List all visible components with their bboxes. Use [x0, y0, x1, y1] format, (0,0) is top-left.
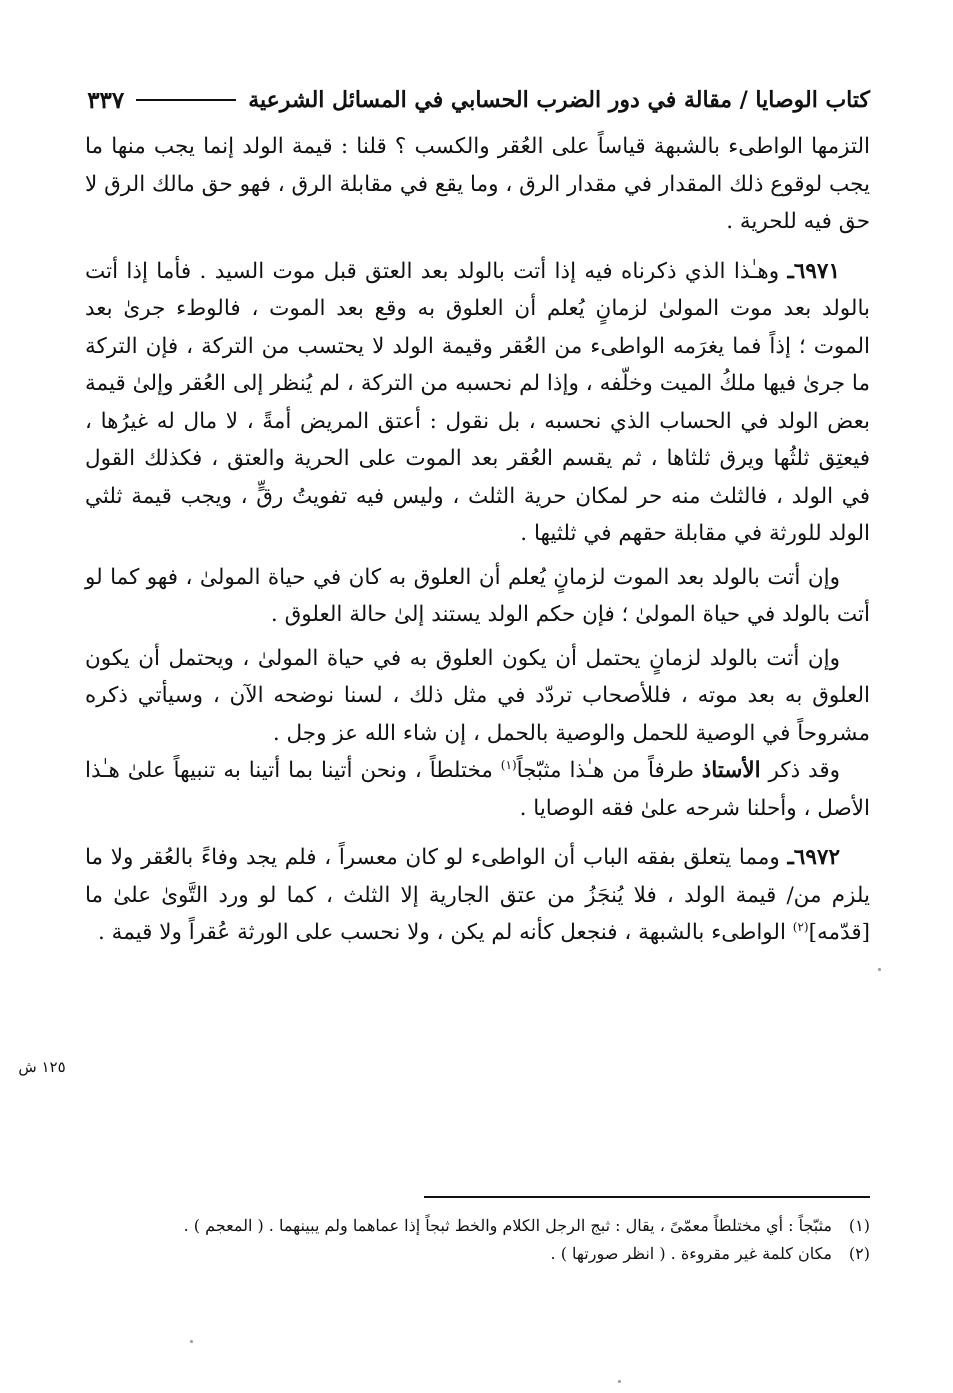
footnote-text: مكان كلمة غير مقروءة . ( انظر صورتها ) . — [550, 1244, 832, 1263]
paragraph-text: التزمها الواطىء بالشبهة قياساً على العُقر والكسب ؟ قلنا : قيمة الولد إنما يجب منها ما يجب لوقوع ذلك المقدار في مقدار الرق ، وما يقع في مقابلة الرق ، فهو حق مالك الرق لا حق فيه للحرية . — [85, 134, 870, 234]
scan-speck — [190, 1340, 193, 1343]
page-number: ٣٣٧ — [87, 86, 125, 114]
paragraph-text: وإن أتت بالولد لزمانٍ يحتمل أن يكون العلوق به في حياة المولىٰ ، ويحتمل أن يكون العلوق به بعد موته ، فللأصحاب تردّد في مثل ذلك ، لسنا نوضحه الآن ، وسيأتي ذكره مشروحاً في الوصية للحمل والوصية بالحمل ، إن شاء الله عز وجل . — [85, 645, 870, 746]
paragraph — [85, 253, 870, 553]
header-rule — [136, 99, 236, 101]
paragraph — [85, 128, 870, 241]
paragraph — [85, 839, 870, 952]
paragraph — [85, 640, 870, 753]
text-run: مختلطاً ، ونحن أتينا بما أتينا به تنبيهاً علىٰ هـٰذا الأصل ، وأحلنا شرحه علىٰ فقه الوصايا . — [85, 758, 870, 821]
footnote — [85, 1212, 870, 1240]
section-number: ٦٩٧٢ـ — [787, 845, 840, 870]
paragraph — [85, 559, 870, 634]
footnote-text: مثبّجاً : أي مختلطاً معمّىً ، يقال : ثبج الرجل الكلام والخط ثبجاً إذا عماهما ولم يبينهما . ( المعجم ) . — [183, 1216, 832, 1235]
text-run: وقد ذكر — [760, 758, 840, 783]
scan-speck — [618, 1380, 621, 1383]
paragraph-text: وإن أتت بالولد بعد الموت لزمانٍ يُعلم أن العلوق به كان في حياة المولىٰ ، فهو كما لو أتت بالولد في حياة المولىٰ ؛ فإن حكم الولد يستند إلىٰ حالة العلوق . — [85, 564, 870, 627]
paragraph-text: وهـٰذا الذي ذكرناه فيه إذا أتت بالولد بعد العتق قبل موت السيد . فأما إذا أتت بالولد بعد موت المولىٰ لزمانٍ يُعلم أن العلوق به وقع بعد الموت ، فالوطء جرىٰ بعد الموت ؛ إذاً فما يغرَمه الواطىء من العُقر وقيمة الولد لا يحتسب من التركة ، فإن التركة ما جرىٰ فيها ملكُ الميت وخلّفه ، وإذا لم نحسبه من التركة ، لم يُنظر إلى العُقر وإلىٰ قيمة بعض الولد في الحساب الذي نحسبه ، بل نقول : أعتق المريض أمةً ، لا مال له غيرُها ، فيعتِق ثلثُها ويرق ثلثاها ، ثم يقسم العُقر بعد الموت على الحرية والعتق ، فكذلك القول في الولد ، فالثلث منه حر لمكان حرية الثلث ، وليس فيه تفويتُ رقٍّ ، ويجب قيمة ثلثي الولد للورثة في مقابلة حقهم في ثلثيها . — [85, 258, 870, 546]
paragraph — [85, 752, 870, 827]
footnote-divider — [424, 1196, 870, 1198]
footnote-number: (١) — [848, 1216, 870, 1235]
bold-term: الأستاذ — [701, 758, 761, 783]
text-run: طرفاً من هـٰذا مثبّجاً — [516, 758, 702, 783]
header-title: كتاب الوصايا / مقالة في دور الضرب الحسابي في المسائل الشرعية — [248, 87, 870, 113]
footnote-number: (٢) — [848, 1244, 870, 1263]
footnote — [85, 1240, 870, 1268]
text-run: الواطىء بالشبهة ، فنجعل كأنه لم يكن ، ولا نحسب على الورثة عُقراً ولا قيمة . — [98, 920, 793, 945]
footnotes — [85, 1212, 870, 1268]
running-header — [85, 80, 870, 120]
margin-note: ١٢٥ ش — [18, 1058, 66, 1076]
text-run: ومما يتعلق بفقه الباب أن الواطىء لو كان معسراً ، فلم يجد وفاءً بالعُقر ولا ما يلزم من/ قيمة الولد ، فلا يُنجَزُ من عتق الجارية إلا الثلث ، كما لو ورد التَّوىٰ علىٰ ما [قدّمه] — [85, 845, 870, 945]
section-number: ٦٩٧١ـ — [787, 258, 840, 284]
footnote-ref[interactable]: (٢) — [792, 919, 809, 934]
main-text — [85, 128, 870, 952]
scan-speck — [878, 968, 881, 971]
footnote-ref[interactable]: (١) — [500, 757, 517, 772]
